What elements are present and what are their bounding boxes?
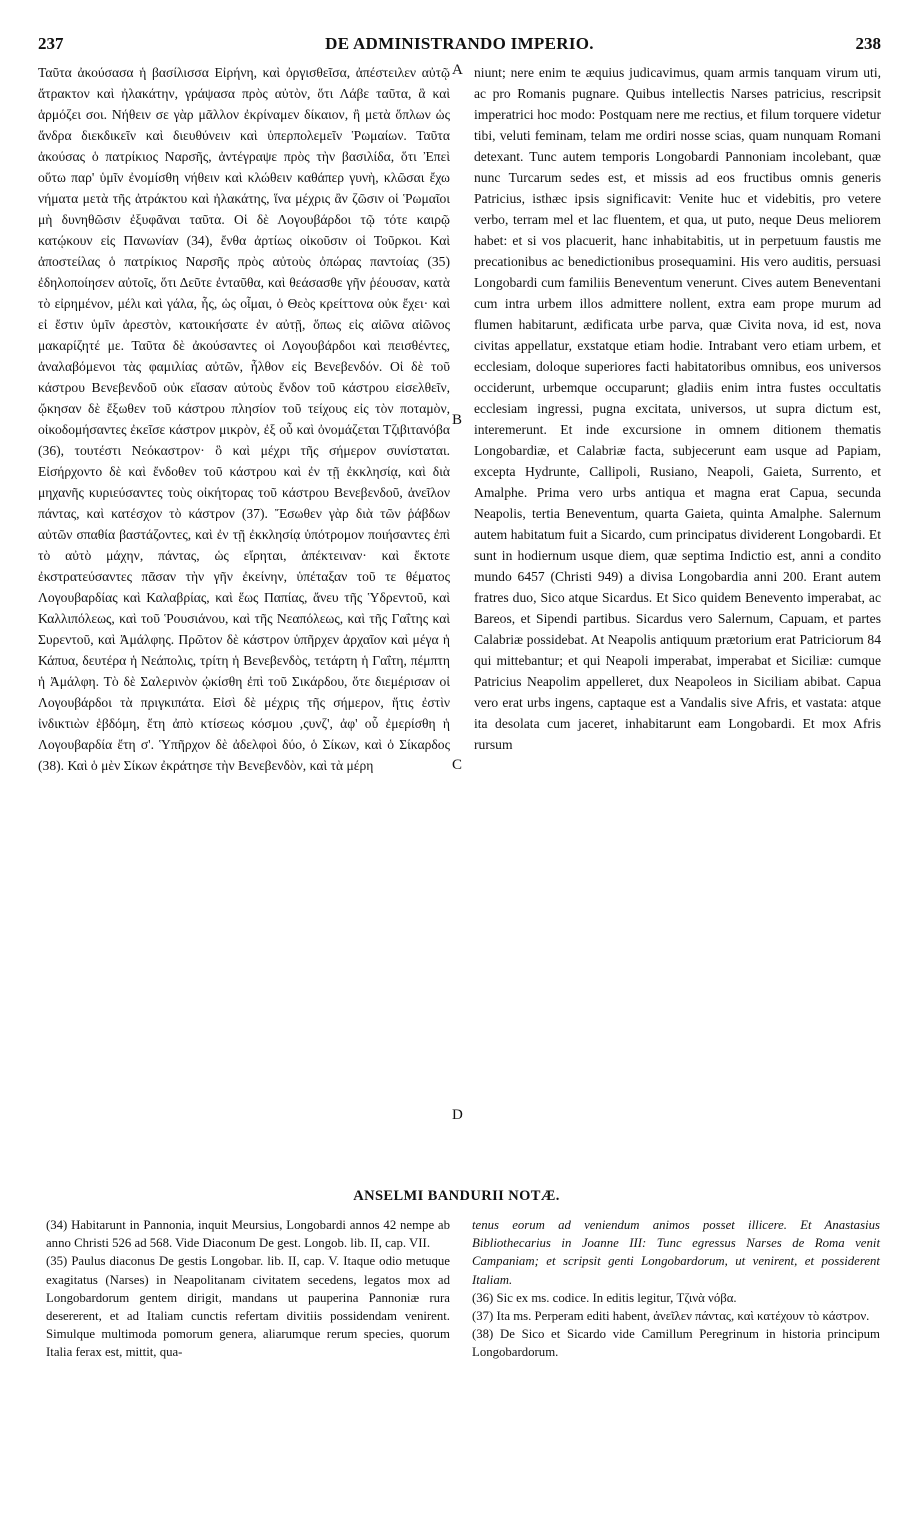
latin-text: niunt; nere enim te æquius judicavimus, quam armis tanquam virum uti, ac pro Romanis pugnare. Quibus intellectis Narses patricius, rescripsit imperatrici hoc modo: Postquam nere me rectius, et filum torquere videtur tibi, veluti feminam, telam me ordiri nosse scias, quam nunquam Romani detexant. Tunc autem temporis Longobardi Pannoniam incolebant, quæ nunc Turcarum sedes est, et missis ad eos fructibus omnis generis Patricius, isthæc ipsis significavit: Venite huc et videbitis, pro vetere verbo, terram mel et lac fluentem, et qua, ut puto, neque Deus meliorem habet: et si vos placuerit, hanc inhabitabitis, ut in perpetuum faustis me precationibus ac benedictionibus prosequamini. His vero auditis, persuasi Longobardi cum familiis Beneventum venerunt. Cives autem Beneventani cum intra urbem illos admittere nollent, extra eam prope murum ad flumen habitarunt, ædificata urbe parva, quæ Civita nova, id est, nova civitas appellatur, exstatque etiam hodie. Intrabant vero etiam urbem, et ecclesiam, doloque superiores facti habitatoribus omnibus, eos universos occiderunt, urbemque occuparunt; gladiis enim intra fustes occultatis ecclesiam ingressi, pugna excitata, universos, ut supra dictum est, interemerunt. Et inde excursione in omnem ditionem thematis Longobardiæ, et Calabriæ facta, subjecerunt eam usque ad Papiam, excepta Hydrunte, Callipoli, Rusiano, Neapoli, Gaieta, Surrento, et Amalphe. Prima vero urbs antiqua et magna erat Capua, secunda Neapolis, tertia Beneventum, quarta Gaieta, quinta Amalphe. Salernum autem habitatum fuit a Sicardo, cum principatus dividerent Longobardi. Et sunt in hodiernum usque diem, quæ septima Indictio est, anni a condito mundo 6457 (Christi 949) a divisa Longobardia anni 200. Erant autem fratres duo, Sico atque Sicardus. Et Sico quidem Benevento imperabat, ac Bareos, et Sipendi partibus. Sicardus vero Salernum, Capuam, et partes Calabriæ possidebat. At Neapolis antiquum prætorium erat Patriciorum 84 qui mittebantur; et qui Neapoli imperabat, imperabat et Siciliæ: cumque Patricius Neapolim appelleret, dux Neapoleos in Siciliam abibat. Capua vero erat urbs ingens, captaque est a Vandalis sive Afris, et vastata: atque ita desolata cum jaceret, inhabitarunt eam Longobardi. Et mox Afris rursum — [474, 65, 881, 752]
notes-right-column — [472, 1216, 880, 1362]
footnote-37: (37) Ita ms. Perperam editi habent, ἀνεῖλεν πάντας, καὶ κατέχουν τὸ κάστρον. — [472, 1309, 870, 1324]
section-marker-c: C — [452, 757, 463, 773]
running-title: DE ADMINISTRANDO IMPERIO. — [325, 34, 594, 53]
footnote-35-continued: tenus eorum ad veniendum animos posset illicere. Et Anastasius Bibliothecarius in Joanne III: Tunc egressus Narses de Roma venit Campaniam; et scripsit genti Longobardorum, ut venirent, et possiderent Italiam. — [472, 1218, 880, 1287]
greek-column — [38, 62, 450, 776]
latin-column — [474, 62, 881, 755]
page-header — [38, 34, 881, 58]
section-marker-a: A — [452, 62, 463, 78]
section-marker-d: D — [452, 1107, 463, 1123]
notes-heading: ANSELMI BANDURII NOTÆ. — [353, 1188, 560, 1204]
page-number-left: 237 — [38, 34, 64, 53]
footnote-36: (36) Sic ex ms. codice. In editis legitur, Τζινὰ νόβα. — [472, 1290, 737, 1305]
notes-left-column — [46, 1216, 450, 1362]
page-number-right: 238 — [855, 34, 881, 53]
greek-text: Ταῦτα ἀκούσασα ἡ βασίλισσα Εἰρήνη, καὶ ὀργισθεῖσα, ἀπέστειλεν αὐτῷ ἄτρακτον καὶ ἠλακάτην, γράψασα πρὸς αὐτὸν, ὅτι Λάβε ταῦτα, ἃ καὶ ἁρμόζει σοι. Νήθειν σε γὰρ μᾶλλον ἐκρίναμεν δίκαιον, ἢ μετὰ ὅπλων ὡς ἄνδρα διεκδικεῖν καὶ διευθύνειν καὶ ὑπερπολεμεῖν Ῥωμαίων. Ταῦτα ἀκούσας ὁ πατρίκιος Ναρσῆς, ἀντέγραψε πρὸς τὴν βασιλίδα, ὅτι Ἐπεὶ οὕτω παρ' ὑμῖν ἐνομίσθη νήθειν καὶ κλώθειν καθάπερ γυνὴ, κλῶσαι ἔχω νήματα μετὰ τῆς ἀτράκτου καὶ ἠλακάτης, ἵνα μέχρις ἂν ζῶσιν οἱ Ῥωμαῖοι μὴ δυνηθῶσιν ἐξυφᾶναι ταῦτα. Οἱ δὲ Λογουβάρδοι τῷ τότε καιρῷ κατῴκουν εἰς Πανωνίαν (34), ἔνθα ἀρτίως οἰκοῦσιν οἱ Τοῦρκοι. Καὶ ἀποστείλας ὁ πατρίκιος Ναρσῆς πρὸς αὐτοὺς ὀπώρας παντοίας (35) ἐδηλοποίησεν αὐτοῖς, ὅτι Δεῦτε ἐνταῦθα, καὶ θεάσασθε γῆν ῥέουσαν, κατὰ τὸ εἰρημένον, μέλι καὶ γάλα, ἧς, ὡς οἶμαι, ὁ Θεὸς κρείττονα οὐκ ἔχει· καὶ εἰ ἔστιν ὑμῖν ἀρεστὸν, κατοικήσατε ἐν αὐτῇ, ὅπως εἰς αἰῶνα αἰῶνος μακαρίζητέ με. Ταῦτα δὲ ἀκούσαντες οἱ Λογουβάρδοι καὶ πεισθέντες, ἀναλαβόμενοι τὰς φαμιλίας αὐτῶν, ἦλθον εἰς Βενεβενδόν. Οἱ δὲ τοῦ κάστρου Βενεβενδοῦ οὐκ εἴασαν αὐτοὺς ἔνδον τοῦ κάστρου εἰσελθεῖν, ᾤκησαν δὲ ἔξωθεν τοῦ κάστρου πλησίον τοῦ τείχους εἰς τὸν ποταμὸν, οἰκοδομήσαντες ἐκεῖσε κάστρον μικρὸν, ἐξ οὗ καὶ ὀνομάζεται Τζιβιτανόβα (36), τουτέστι Νεόκαστρον· ὃ καὶ μέχρι τῆς σήμερον συνίσταται. Εἰσήρχοντο δὲ καὶ ἔνδοθεν τοῦ κάστρου καὶ ἐν τῇ ἐκκλησίᾳ, καὶ διὰ μηχανῆς κυριεύσαντες τοὺς οἰκήτορας τοῦ κάστρου Βενεβενδοῦ, ἀνεῖλον πάντας, καὶ κατέσχον τὸ κάστρον (37). Ἔσωθεν γὰρ διὰ τῶν ῥάβδων αὐτῶν σπαθία βαστάζοντες, καὶ ἐν τῇ ἐκκλησίᾳ ὑπότρομον ποιήσαντες ἐπὶ τὸ αὐτὸ μάχην, πάντας, ὡς εἴρηται, ἀπέκτειναν· καὶ ἔκτοτε ἐκστρατεύσαντες πᾶσαν τὴν γῆν ἐκείνην, ὑπέταξαν τοῦ τε θέματος Λογουβαρδίας καὶ Καλαβρίας, καὶ ἕως Παπίας, ἄνευ τῆς Ὑδρεντοῦ, καὶ Καλλιπόλεως, καὶ τοῦ Ῥουσιάνου, καὶ τῆς Νεαπόλεως, καὶ τῆς Γαΐτης καὶ Συρεντοῦ, καὶ Ἀμάλφης. Πρῶτον δὲ κάστρον ὑπῆρχεν ἀρχαῖον καὶ μέγα ἡ Κάπυα, δευτέρα ἡ Νεάπολις, τρίτη ἡ Βενεβενδὸς, τετάρτη ἡ Γαΐτη, πέμπτη ἡ Ἀμάλφη. Τὸ δὲ Σαλερινὸν ᾠκίσθη ἐπὶ τοῦ Σικάρδου, ὅτε διεμέρισαν οἱ Λογουβάρδοι τὰ πριγκιπάτα. Εἰσὶ δὲ μέχρις τῆς σήμερον, ἥτις ἐστὶν ἰνδικτιὼν ἑβδόμη, ἔτη ἀπὸ κτίσεως κόσμου ,ςυνζ', ἀφ' οὗ ἐμερίσθη ἡ Λογουβαρδία ἔτη σ'. Ὑπῆρχον δὲ ἀδελφοὶ δύο, ὁ Σίκων, καὶ ὁ Σίκαρδος (38). Καὶ ὁ μὲν Σίκων ἐκράτησε τὴν Βενεβενδὸν, καὶ τὰ μέρη — [38, 65, 450, 773]
footnote-38: (38) De Sico et Sicardo vide Camillum Peregrinum in historia principum Longobardorum. — [472, 1327, 880, 1360]
footnote-34: (34) Habitarunt in Pannonia, inquit Meursius, Longobardi annos 42 nempe ab anno Christi 526 ad 568. Vide Diaconum De gest. Longob. lib. II, cap. VII. — [46, 1218, 450, 1251]
footnote-35: (35) Paulus diaconus De gestis Longobar. lib. II, cap. V. Itaque odio metuque exagitatus (Narses) in Neapolitanam civitatem secedens, legatos mox ad Longobardorum gentem dirigit, mandans ut pauperina Pannoniæ rura desererent, et ad Italiam cunctis refertam divitiis possidendam venirent. Simulque multimoda pomorum genera, aliarumque rerum species, quorum Italia ferax est, mittit, qua- — [46, 1254, 450, 1360]
section-marker-b: B — [452, 412, 463, 428]
